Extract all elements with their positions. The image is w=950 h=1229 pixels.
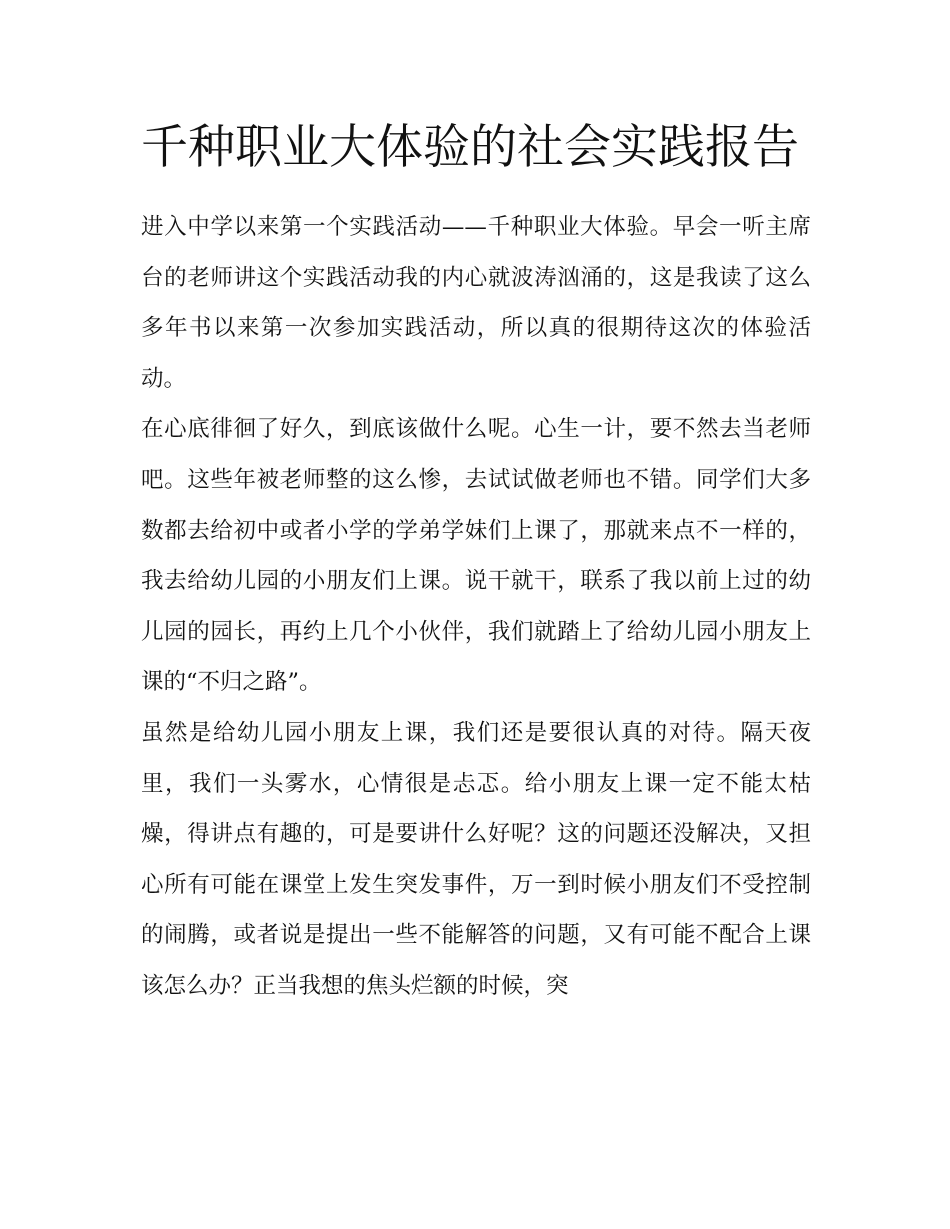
document-body [141,202,811,1012]
paragraph-2: 在心底徘徊了好久，到底该做什么呢。心生一计，要不然去当老师吧。这些年被老师整的这么惨，去试试做老师也不错。同学们大多数都去给初中或者小学的学弟学妹们上课了，那就来点不一样的，我去给幼儿园的小朋友们上课。说干就干，联系了我以前上过的幼儿园的园长，再约上几个小伙伴，我们就踏上了给幼儿园小朋友上课的“不归之路”。 [141,416,811,696]
document-title: 千种职业大体验的社会实践报告 [141,120,799,175]
document-content [141,112,811,1012]
paragraph-1: 进入中学以来第一个实践活动——千种职业大体验。早会一听主席台的老师讲这个实践活动我的内心就波涛汹涌的，这是我读了这么多年书以来第一次参加实践活动，所以真的很期待这次的体验活动。 [141,214,811,392]
paragraph-3: 虽然是给幼儿园小朋友上课，我们还是要很认真的对待。隔天夜里，我们一头雾水，心情很是忐忑。给小朋友上课一定不能太枯燥，得讲点有趣的，可是要讲什么好呢？这的问题还没解决，又担心所有可能在课堂上发生突发事件，万一到时候小朋友们不受控制的闹腾，或者说是提出一些不能解答的问题，又有可能不配合上课该怎么办？正当我想的焦头烂额的时候，突 [141,719,811,999]
